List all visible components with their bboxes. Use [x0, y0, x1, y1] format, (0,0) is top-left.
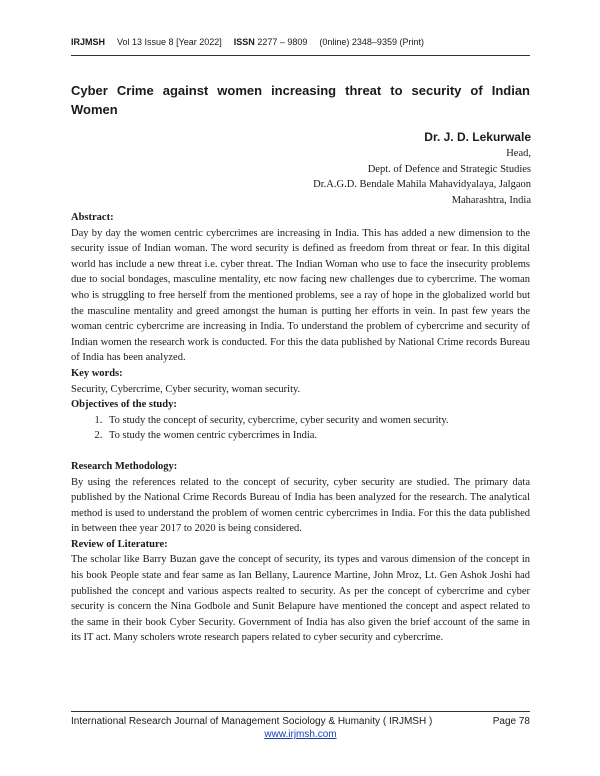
- footer-journal-name: International Research Journal of Management Sociology & Humanity ( IRJMSH ): [71, 716, 433, 727]
- author-name: Dr. J. D. Lekurwale: [424, 130, 531, 144]
- volume-issue: Vol 13 Issue 8: [117, 37, 174, 47]
- footer-divider: [71, 711, 530, 712]
- author-college: Dr.A.G.D. Bendale Mahila Mahavidyalaya, Jalgaon: [313, 179, 531, 190]
- review-heading: Review of Literature:: [71, 538, 168, 550]
- author-role: Head,: [506, 148, 531, 159]
- article-title: Cyber Crime against women increasing threat to security of Indian Women: [71, 83, 530, 117]
- objectives-list: [71, 413, 530, 444]
- review-text: The scholar like Barry Buzan gave the concept of security, its types and varous dimension of the concept in his book People state and fear same as Ian Bellany, Laurence Martine, John Mroz, Lt. Gen Ashok Joshi had published the concept and various aspects realted to security. As per the concept of cybercrime and cyber security is concern the Nina Godbole and Sunit Belapure have mentioned the concept and aspect related to the same in their book Cyber Security. Government of India has also given the brief account of the same in its IT act. Many scholers wrote research papers related to cyber security and cybercrime.: [71, 554, 530, 644]
- page-number: Page 78: [492, 716, 530, 727]
- author-department: Dept. of Defence and Strategic Studies: [367, 163, 531, 175]
- issn-online: (0nline) 2348–9359 (Print): [319, 37, 424, 47]
- objective-item: 2. To study the women centric cybercrimes in India.: [105, 428, 530, 444]
- abstract-text: Day by day the women centric cybercrimes are increasing in India. This has added a new dimension to the security issue of Indian woman. The word security is defined as freedom from threat or fear. In this digital world has include a new threat i.e. cyber threat. The Indian Woman who use to face the insecurity problems due to social bondages, masculine mentality, etc now facing new challenges due to cybercrime. The woman who is struggling to free herself from the mentioned problems, see a ray of hope in the globalized world but the masculine mentality and greed amongst the human is putting her efforts in vein. In past few years the woman centric cybercrime are increasing in India. To understand the problem of cybercrime and security of Indian women the research work is conducted. For this the data published by National Crime records Bureau of India has been analyzed.: [71, 227, 530, 364]
- abstract-heading: Abstract:: [71, 212, 114, 223]
- year: [Year 2022]: [176, 37, 222, 47]
- running-header: [71, 37, 531, 47]
- article-body: [71, 210, 530, 646]
- author-state: Maharashtra, India: [451, 194, 531, 206]
- journal-website-link[interactable]: www.irjmsh.com: [264, 729, 337, 740]
- methodology-heading: Research Methodology:: [71, 460, 178, 472]
- issn-print-number: 2277 – 9809: [257, 37, 308, 47]
- journal-abbreviation: IRJMSH: [71, 37, 106, 47]
- keywords-heading: Key words:: [71, 367, 123, 379]
- author-block: [171, 128, 531, 208]
- header-divider: [71, 55, 530, 56]
- keywords-text: Security, Cybercrime, Cyber security, woman security.: [71, 383, 301, 395]
- issn-label: ISSN: [233, 37, 255, 47]
- objectives-heading: Objectives of the study:: [71, 399, 177, 411]
- objective-item: 1. To study the concept of security, cybercrime, cyber security and women security.: [105, 413, 530, 429]
- methodology-text: By using the references related to the concept of security, cyber security are studied. The primary data published by the National Crime Records Bureau of India has been analyzed for the research. The analytical method is used to understand the problem of women centric cybercrimes in India. For this the data published in between thee year 2017 to 2020 is being considered.: [71, 476, 530, 535]
